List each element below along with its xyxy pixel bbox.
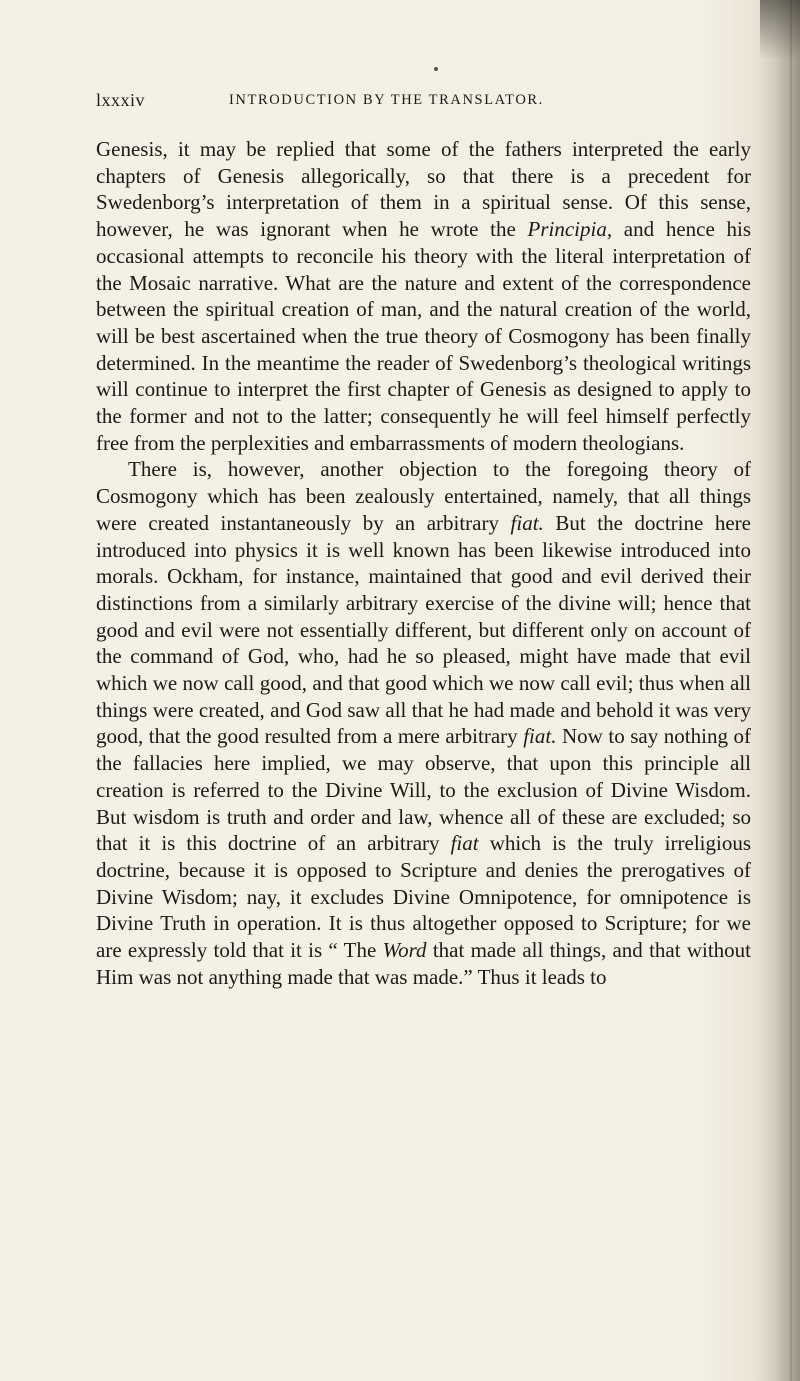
paragraph-1 [96,136,751,456]
page-header [96,90,726,114]
italic-principia: Principia, [527,217,613,242]
italic-fiat-1: fiat. [510,510,544,535]
italic-fiat-2: fiat. [523,724,557,749]
paragraph-2-text-d: which is the truly irreligious doctrine, because it is opposed to Scripture and denies the prerogatives of Divine Wisdom; nay, it excludes Divine Omnipotence, for omnipotence is Divine Truth in operation. It is thus altogether opposed to Scripture; for we are expressly told that it is “ The [96,831,751,963]
paragraph-2-text-c: Now to say nothing of the fallacies here implied, we may observe, that upon this principle all creation is referred to the Divine Will, to the exclusion of Divine Wisdom. But wisdom is truth and order and law, whence all of these are excluded; so that it is this doctrine of an arbitrary [96,724,751,856]
paragraph-2-text-e: that made all things, and that without Him was not anything made that was made.” Thus it leads to [96,938,751,989]
paragraph-1-text-a: Genesis, it may be replied that some of the fathers interpreted the early chapters of Genesis allegorically, so that there is a precedent for Swedenborg’s interpretation of them in a spiritual sense. Of this sense, however, he was ignorant when he wrote the [96,137,751,242]
paragraph-2-text-b: But the doctrine here introduced into physics it is well known has been likewise introduced into morals. Ockham, for instance, maintained that good and evil derived their distinctions from a similarly arbitrary exercise of the divine will; hence that good and evil were not essentially different, but different only on account of the command of God, who, had he so pleased, might have made that evil which we now call good, and that good which we now call evil; thus when all things were created, and God saw all that he had made and behold it was very good, that the good resulted from a mere arbitrary [96,510,751,749]
page-edge-line [790,0,792,1381]
ink-dot [434,67,438,71]
italic-fiat-3: fiat [450,831,479,856]
paragraph-2-text-a: There is, however, another objection to the foregoing theory of Cosmogony which has been zealously entertained, namely, that all things were created instantaneously by an arbitrary [96,457,751,535]
body-text [96,136,751,991]
corner-smudge [760,0,800,60]
page-edge-shadow [754,0,800,1381]
page-number: lxxxiv [96,90,146,110]
italic-word: Word [382,938,427,963]
running-head: INTRODUCTION BY THE TRANSLATOR. [229,92,544,108]
paragraph-2 [96,456,751,990]
paragraph-1-text-b: and hence his occasional attempts to reconcile his theory with the literal interpretation of the Mosaic narrative. What are the nature and extent of the correspondence between the spiritual creation of man, and the natural creation of the world, will be best ascertained when the true theory of Cosmogony has been finally determined. In the meantime the reader of Swedenborg’s theological writings will continue to interpret the first chapter of Genesis as designed to apply to the former and not to the latter; consequently he will feel himself perfectly free from the perplexities and embarrassments of modern theologians. [96,217,751,455]
